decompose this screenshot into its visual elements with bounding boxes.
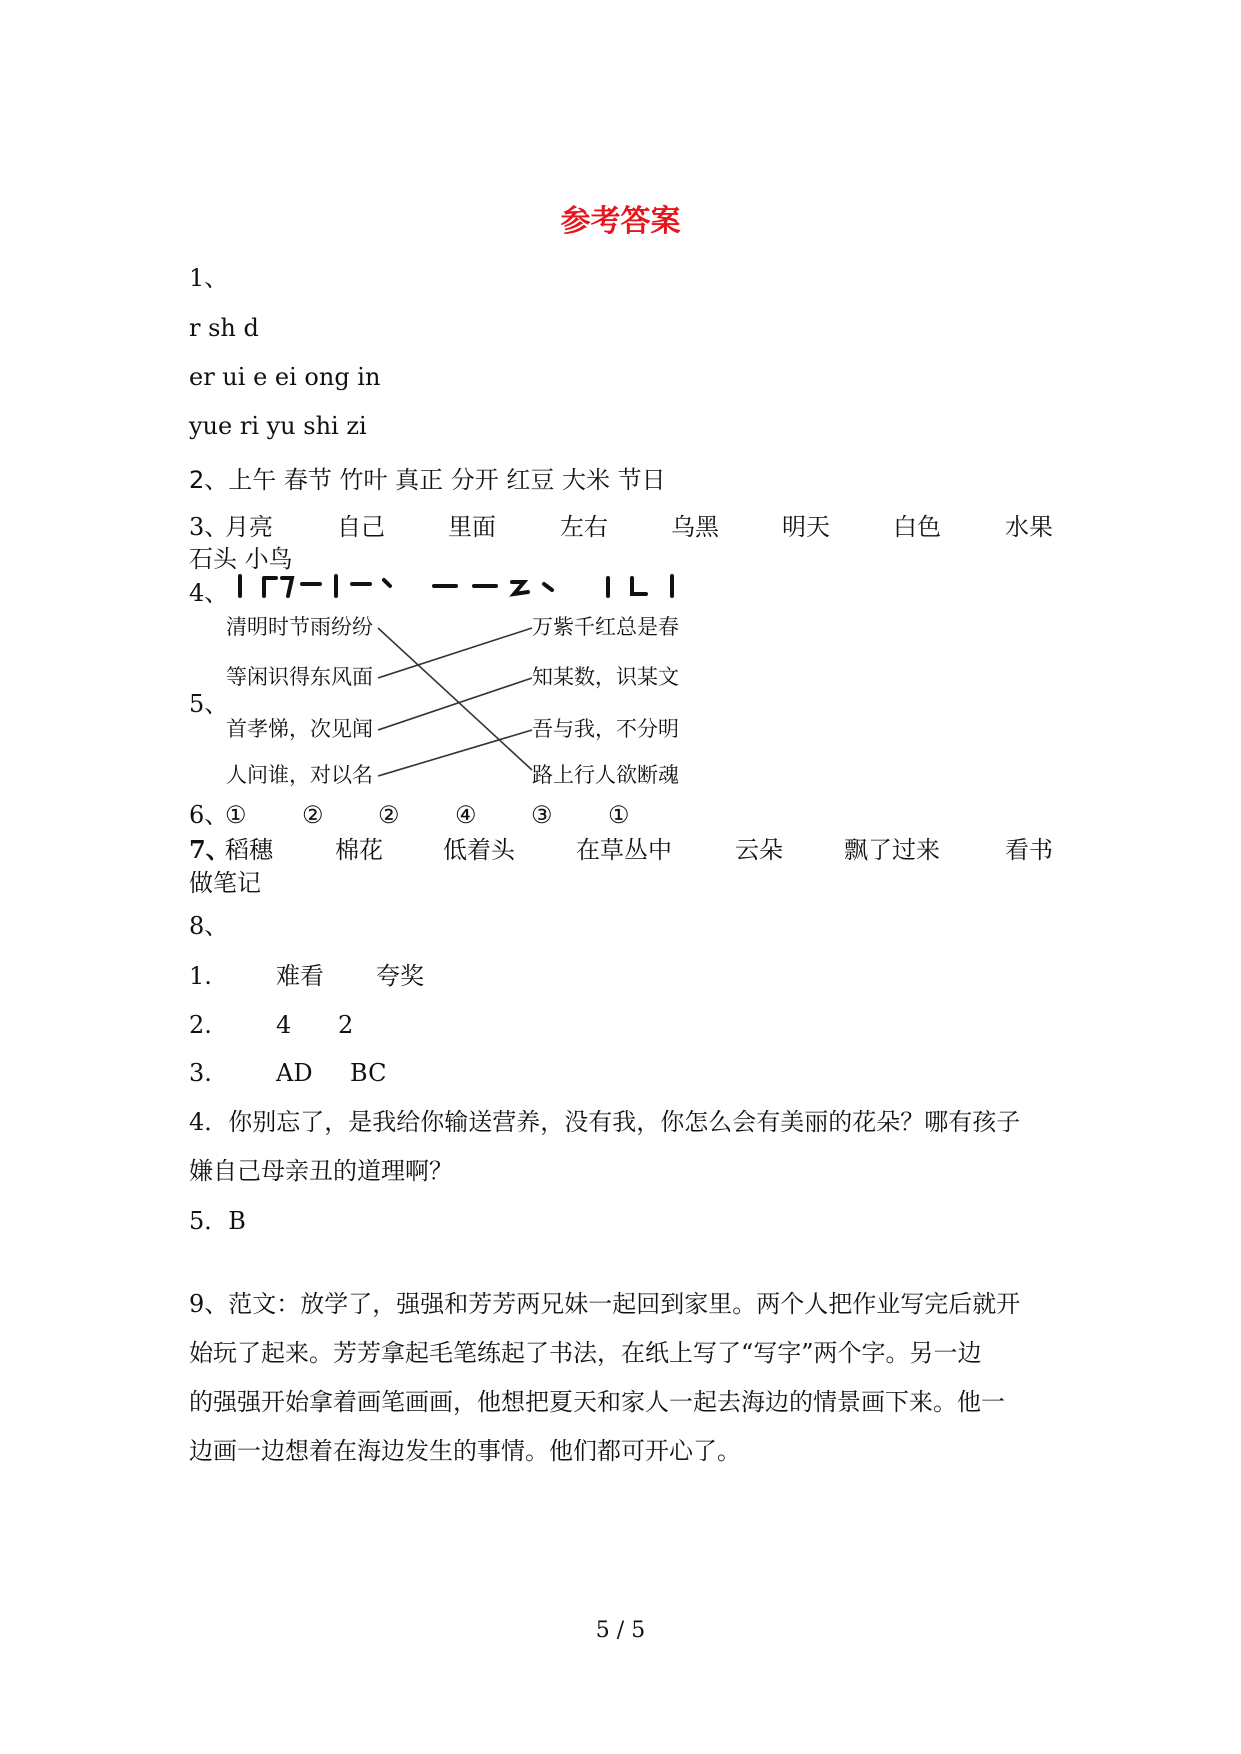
q8-item-number: 1. (189, 962, 212, 990)
q4-label: 4、 (189, 579, 229, 607)
q7-word: 飘了过来 (844, 836, 940, 864)
q3-word: 月亮 (225, 513, 273, 541)
q9-line-3: 的强强开始拿着画笔画画，他想把夏天和家人一起去海边的情景画下来。他一 (189, 1388, 1005, 1416)
q6-answer: ① (608, 801, 630, 829)
q8-item4-line-1: 4．你别忘了，是我给你输送营养，没有我，你怎么会有美丽的花朵？哪有孩子 (189, 1108, 1021, 1136)
q8-item-answer: 夸奖 (376, 962, 424, 990)
q7-word: 看书 (1005, 836, 1053, 864)
q9-line-4: 边画一边想着在海边发生的事情。他们都可开心了。 (189, 1437, 741, 1465)
q8-item-number: 3. (189, 1059, 212, 1087)
q7-word: 在草丛中 (576, 836, 672, 864)
q8-item-answer: 难看 (276, 962, 324, 990)
q9-line-1: 9、范文：放学了，强强和芳芳两兄妹一起回到家里。两个人把作业写完后就开 (189, 1290, 1021, 1318)
q7-line-2: 做笔记 (189, 869, 261, 897)
q7-word: 云朵 (735, 836, 783, 864)
q3-word: 明天 (782, 513, 830, 541)
match-line (378, 730, 532, 776)
q6-answer: ② (378, 801, 400, 829)
q7-word: 棉花 (335, 836, 383, 864)
match-right-item: 路上行人欲断魂 (532, 763, 679, 787)
q1-label: 1、 (189, 264, 229, 292)
match-line (378, 628, 532, 770)
q3-word: 白色 (893, 513, 941, 541)
q6-label: 6、 (189, 801, 229, 829)
q8-item-answer: AD (276, 1059, 313, 1087)
matching-diagram (222, 610, 712, 790)
match-left-item: 人问谁，对以名 (226, 763, 373, 787)
q6-answer: ④ (455, 801, 477, 829)
match-line (378, 628, 532, 678)
q6-answer: ③ (531, 801, 553, 829)
q8-item4-line-2: 嫌自己母亲丑的道理啊？ (189, 1157, 453, 1185)
match-right-item: 万紫千红总是春 (532, 615, 679, 639)
q8-item5: 5．B (189, 1207, 246, 1235)
q9-line-2: 始玩了起来。芳芳拿起毛笔练起了书法，在纸上写了“写字”两个字。另一边 (189, 1339, 982, 1367)
q5-label: 5、 (189, 690, 229, 718)
q3-word: 里面 (448, 513, 496, 541)
q6-answer: ① (225, 801, 247, 829)
match-line (378, 678, 532, 730)
page-number: 5 / 5 (595, 1618, 646, 1643)
page-title: 参考答案 (560, 204, 681, 239)
q1-line-2: er ui e ei ong in (189, 363, 381, 391)
q1-line-3: yue ri yu shi zi (189, 412, 367, 440)
q3-line-2: 石头 小鸟 (189, 545, 293, 573)
q8-item-answer: 4 (276, 1011, 292, 1039)
q8-label: 8、 (189, 912, 229, 940)
q7-word: 低着头 (443, 836, 515, 864)
q3-word: 乌黑 (671, 513, 719, 541)
q1-line-1: r sh d (189, 314, 259, 342)
q3-label: 3、 (189, 513, 229, 541)
q3-word: 左右 (560, 513, 608, 541)
q7-label: 7、 (189, 835, 230, 864)
match-right-item: 知某数，识某文 (532, 665, 679, 689)
match-left-item: 首孝悌，次见闻 (226, 717, 373, 741)
match-right-item: 吾与我，不分明 (532, 717, 679, 741)
stroke-order-image (234, 574, 704, 598)
q2-answer: 2、上午 春节 竹叶 真正 分开 红豆 大米 节日 (189, 466, 666, 494)
match-left-item: 等闲识得东风面 (226, 665, 373, 689)
q6-answer: ② (302, 801, 324, 829)
q8-item-answer: 2 (338, 1011, 354, 1039)
q3-word: 自己 (337, 513, 385, 541)
q8-item-number: 2. (189, 1011, 212, 1039)
q8-item-answer: BC (350, 1059, 387, 1087)
q7-word: 稻穗 (225, 836, 273, 864)
q3-word: 水果 (1005, 513, 1053, 541)
match-left-item: 清明时节雨纷纷 (226, 615, 373, 639)
